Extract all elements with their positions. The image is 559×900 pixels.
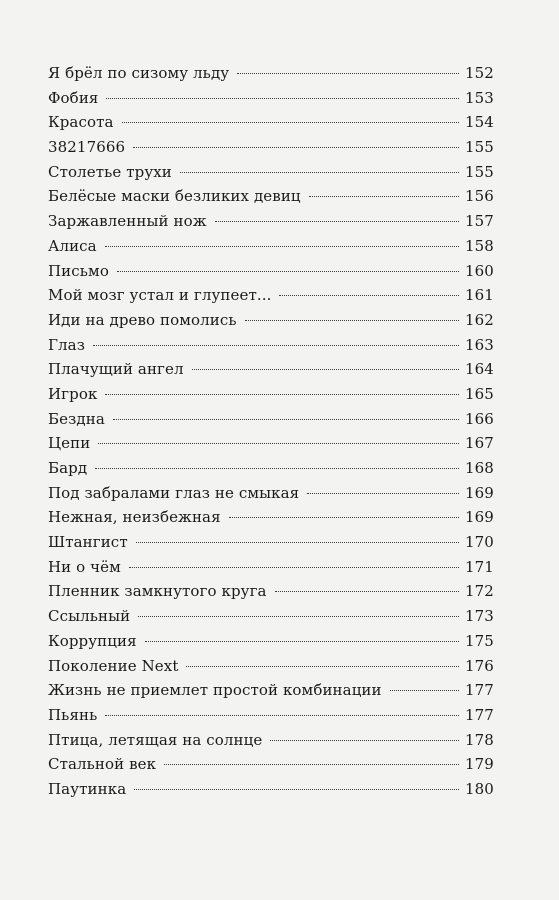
- toc-entry-page-number: 179: [465, 755, 494, 774]
- toc-entry-page-number: 161: [465, 286, 494, 305]
- toc-entry-title: Иди на древо помолись: [48, 310, 237, 329]
- toc-entry-title: Паутинка: [48, 779, 127, 798]
- dot-leader: [245, 320, 459, 321]
- dot-leader: [106, 98, 459, 99]
- toc-entry: [48, 160, 493, 185]
- dot-leader: [134, 789, 459, 790]
- toc-entry-page-number: 171: [465, 557, 494, 576]
- toc-entry-page-number: 177: [465, 705, 494, 724]
- toc-entry-title: Мой мозг устал и глупеет...: [48, 286, 272, 305]
- toc-entry-page-number: 153: [465, 88, 494, 107]
- toc-entry-page-number: 172: [465, 582, 494, 601]
- toc-entry: [48, 61, 493, 86]
- toc-entry-page-number: 178: [465, 730, 494, 749]
- toc-entry-title: Стальной век: [48, 755, 157, 774]
- toc-entry-title: Пьянь: [48, 705, 98, 724]
- toc-entry-page-number: 158: [465, 236, 494, 255]
- toc-entry-page-number: 157: [465, 212, 494, 231]
- toc-entry-page-number: 169: [465, 483, 494, 502]
- toc-entry-page-number: 155: [465, 162, 494, 181]
- toc-entry: [48, 135, 493, 160]
- toc-entry-title: 38217666: [48, 138, 126, 157]
- dot-leader: [279, 295, 459, 296]
- dot-leader: [95, 468, 459, 469]
- toc-entry: [48, 703, 493, 728]
- toc-entry-title: Штангист: [48, 533, 128, 552]
- dot-leader: [129, 567, 459, 568]
- toc-entry-page-number: 173: [465, 607, 494, 626]
- toc-entry: [48, 777, 493, 802]
- toc-entry-title: Алиса: [48, 236, 97, 255]
- dot-leader: [192, 369, 459, 370]
- dot-leader: [237, 73, 459, 74]
- toc-entry-title: Фобия: [48, 88, 99, 107]
- toc-entry-page-number: 164: [465, 360, 494, 379]
- toc-entry-title: Пленник замкнутого круга: [48, 582, 267, 601]
- toc-entry-title: Заржавленный нож: [48, 212, 207, 231]
- toc-entry-title: Цепи: [48, 434, 91, 453]
- toc-entry: [48, 654, 493, 679]
- toc-entry: [48, 382, 493, 407]
- dot-leader: [117, 271, 459, 272]
- toc-entry-title: Жизнь не приемлет простой комбинации: [48, 681, 382, 700]
- toc-entry: [48, 431, 493, 456]
- toc-entry-page-number: 162: [465, 310, 494, 329]
- dot-leader: [136, 542, 459, 543]
- toc-entry: [48, 555, 493, 580]
- toc-entry-page-number: 169: [465, 508, 494, 527]
- dot-leader: [122, 122, 459, 123]
- toc-entry-page-number: 176: [465, 656, 494, 675]
- toc-entry: [48, 530, 493, 555]
- dot-leader: [133, 147, 459, 148]
- toc-entry-title: Птица, летящая на солнце: [48, 730, 263, 749]
- toc-entry-title: Белёсые маски безликих девиц: [48, 187, 301, 206]
- dot-leader: [390, 690, 459, 691]
- dot-leader: [113, 419, 459, 420]
- dot-leader: [138, 616, 459, 617]
- toc-entry-page-number: 168: [465, 459, 494, 477]
- toc-entry-title: Глаз: [48, 335, 85, 354]
- dot-leader: [105, 715, 459, 716]
- toc-entry-title: Коррупция: [48, 631, 137, 650]
- toc-entry-page-number: 165: [465, 384, 494, 403]
- toc-entry: [48, 234, 493, 259]
- toc-entry: [48, 184, 493, 209]
- dot-leader: [215, 221, 459, 222]
- toc-entry-page-number: 175: [465, 631, 494, 650]
- toc-entry-title: Бездна: [48, 409, 105, 428]
- dot-leader: [164, 764, 459, 765]
- toc-entry-title: Письмо: [48, 261, 109, 280]
- toc-entry-page-number: 154: [465, 113, 494, 132]
- toc-entry-title: Ни о чём: [48, 557, 121, 576]
- toc-entry-page-number: 180: [465, 779, 494, 798]
- toc-entry-title: Игрок: [48, 384, 98, 403]
- dot-leader: [307, 493, 459, 494]
- toc-entry-title: Красота: [48, 113, 114, 132]
- table-of-contents: [48, 61, 493, 802]
- toc-entry-page-number: 156: [465, 187, 494, 206]
- dot-leader: [270, 740, 459, 741]
- toc-entry: [48, 752, 493, 777]
- toc-entry: [48, 357, 493, 382]
- toc-entry: [48, 308, 493, 333]
- toc-entry-page-number: 163: [465, 335, 494, 354]
- toc-entry: [48, 259, 493, 284]
- dot-leader: [309, 196, 459, 197]
- toc-entry: [48, 728, 493, 753]
- toc-entry: [48, 456, 493, 481]
- toc-entry-title: Я брёл по сизому льду: [48, 64, 230, 82]
- toc-entry-title: Столетье трухи: [48, 162, 172, 181]
- toc-entry-page-number: 155: [465, 138, 494, 157]
- toc-entry: [48, 505, 493, 530]
- toc-entry: [48, 209, 493, 234]
- dot-leader: [105, 394, 459, 395]
- toc-entry: [48, 407, 493, 432]
- toc-entry: [48, 678, 493, 703]
- dot-leader: [186, 666, 459, 667]
- toc-entry: [48, 629, 493, 654]
- toc-entry-title: Поколение Next: [48, 656, 179, 675]
- toc-entry-title: Ссыльный: [48, 607, 131, 626]
- dot-leader: [229, 517, 459, 518]
- toc-entry: [48, 86, 493, 111]
- toc-entry-page-number: 177: [465, 681, 494, 700]
- toc-entry: [48, 110, 493, 135]
- dot-leader: [98, 443, 459, 444]
- toc-entry-page-number: 167: [465, 434, 494, 453]
- toc-entry: [48, 604, 493, 629]
- dot-leader: [105, 246, 459, 247]
- toc-entry: [48, 283, 493, 308]
- toc-entry-page-number: 160: [465, 261, 494, 280]
- toc-entry-title: Бард: [48, 459, 88, 477]
- toc-entry-page-number: 152: [465, 64, 494, 82]
- dot-leader: [93, 345, 459, 346]
- toc-entry-title: Нежная, неизбежная: [48, 508, 221, 527]
- toc-entry-page-number: 170: [465, 533, 494, 552]
- dot-leader: [275, 591, 459, 592]
- dot-leader: [180, 172, 459, 173]
- dot-leader: [145, 641, 459, 642]
- toc-entry: [48, 333, 493, 358]
- toc-entry-title: Под забралами глаз не смыкая: [48, 483, 300, 502]
- toc-entry: [48, 481, 493, 506]
- toc-entry: [48, 579, 493, 604]
- toc-entry-page-number: 166: [465, 409, 494, 428]
- toc-entry-title: Плачущий ангел: [48, 360, 184, 379]
